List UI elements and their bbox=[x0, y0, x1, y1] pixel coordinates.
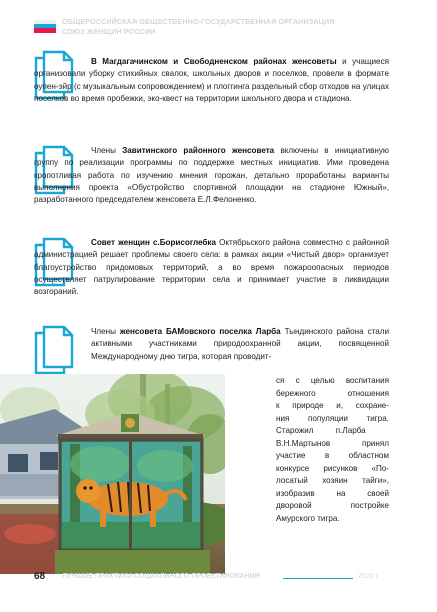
header-org-line2: СОЮЗ ЖЕНЩИН РОССИИ bbox=[62, 27, 156, 36]
side-line: к природе и, сохране- bbox=[276, 401, 389, 410]
paragraph-borisoglebka bbox=[34, 237, 389, 298]
paragraph-magdagachi bbox=[34, 56, 389, 105]
side-line: бережного отношения bbox=[276, 388, 389, 398]
paragraph-text: включены в инициативную группу по реализации программы по поддержке местных инициатив. Ими проведена кропотливая работа по изучению мнения горожан, детально проработаны варианты выполнения проекта «Обустройство спортивной площадки на стадионе Южный», разработанного председателем женсовета Е.Л.Фелоненко. bbox=[34, 146, 389, 205]
header-flag-red bbox=[34, 28, 56, 33]
paragraph-bold: Совет женщин с.Борисоглебка bbox=[91, 238, 216, 247]
paragraph-text: Тындинского района стали активными участниками природоохранной акции, посвященной Международному дню тигра, которая проводит- bbox=[91, 327, 389, 361]
footer-year: 2020 г. bbox=[358, 573, 380, 580]
paragraph-bold: женсовета БАМовского поселка Ларба bbox=[119, 327, 281, 336]
paragraph-pre: Члены bbox=[91, 327, 120, 336]
paragraph-zavitinsk bbox=[34, 145, 389, 206]
paragraph-text: и учащиеся организовали уборку стихийных свалок, школьных дворов и поселков, провели в формате оупен-эйр (с музыкальным сопровождением) и плоггинга раздельный сбор отходов на улицах поселков во время пробежки, эко-квест на территории школьного двора и стадиона. bbox=[34, 57, 389, 103]
side-line: конкурсе рисунков «По- bbox=[276, 463, 389, 473]
page-number: 68 bbox=[34, 571, 46, 582]
paragraph-pre: Члены bbox=[91, 146, 123, 155]
paragraph-larba bbox=[91, 326, 389, 363]
footer-divider bbox=[283, 578, 353, 579]
footer-title: ЛУЧШИЕ ПРАКТИКИ СОЦИАЛЬНОГО ПРОЕКТИРОВАНИЯ bbox=[62, 573, 260, 580]
side-text-column bbox=[276, 375, 389, 525]
paragraph-bold: В Магдагачинском и Свободненском районах женсоветы bbox=[91, 57, 337, 66]
photo-illustration bbox=[0, 374, 225, 574]
side-line: Старожил п.Ларба bbox=[276, 426, 366, 435]
side-line: участие в областном bbox=[276, 451, 389, 460]
side-line: ния популяции тигра. bbox=[276, 413, 389, 423]
side-line: Амурского тигра. bbox=[276, 513, 340, 523]
photo-tiger-shed bbox=[0, 374, 225, 574]
document-icon bbox=[34, 325, 74, 375]
paragraph-bold: Завитинского районного женсовета bbox=[122, 146, 275, 155]
side-line: лосатый хозяин тайги», bbox=[276, 476, 389, 485]
side-line: изобразив на своей bbox=[276, 488, 389, 498]
side-line: дворовой постройке bbox=[276, 501, 389, 510]
side-line: В.Н.Мартынов принял bbox=[276, 438, 389, 448]
header-org-line1: ОБЩЕРОССИЙСКАЯ ОБЩЕСТВЕННО-ГОСУДАРСТВЕННАЯ ОРГАНИЗАЦИЯ bbox=[62, 17, 335, 26]
paragraph-text: Октябрьского района совместно с районной администрацией решает проблемы своего села: в рамках акции «Чистый двор» организует благоустройство придомовых территорий, а во время пожароопасных периодов осуществляет патрулирование территории села и принимает участие в ликвидации возгораний. bbox=[34, 238, 389, 297]
side-line: ся с целью воспитания bbox=[276, 376, 389, 385]
